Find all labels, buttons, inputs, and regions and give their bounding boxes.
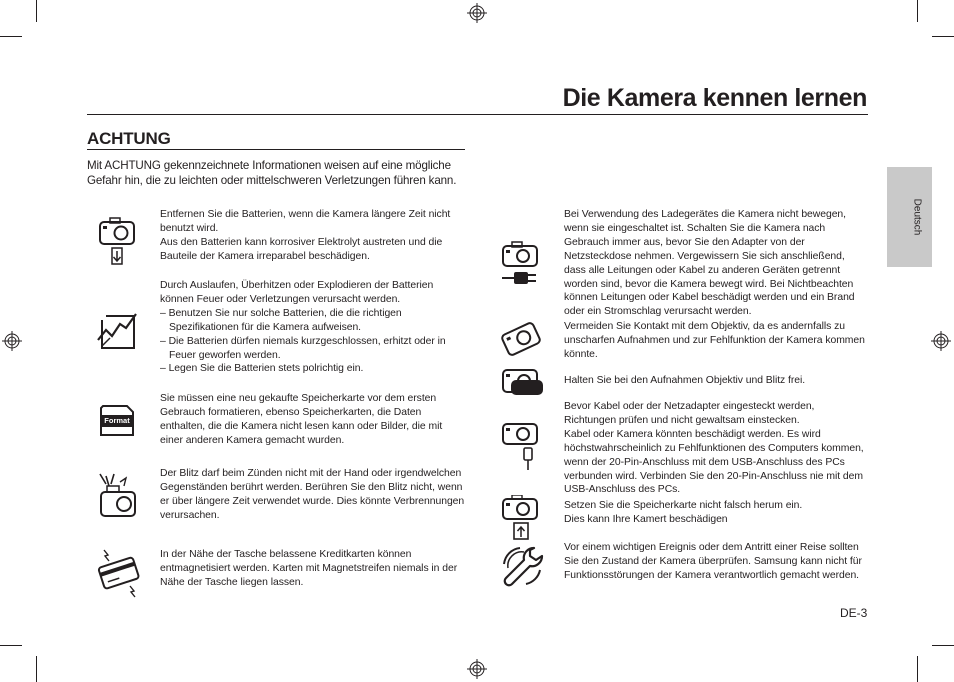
battery-explosion-icon [96,310,140,352]
intro-text: Mit ACHTUNG gekennzeichnete Informationen weisen auf eine mögliche Gefahr hin, die zu leichten oder mittelschweren Verletzungen führen kann. [87,159,457,188]
page-title: Die Kamera kennen lernen [562,84,867,112]
caution-text: Der Blitz darf beim Zünden nicht mit der Hand oder irgendwelchen Gegenständen berührt werden. Berühren Sie den Blitz nicht, wenn er über längere Zeit verwendet wurde. Dies könnte Verbrennungen verursachen. [160,468,465,521]
caution-text: Dies kann Ihre Kamert beschädigen [564,513,728,525]
caution-item [564,499,869,527]
heading-divider [87,149,465,150]
crop-mark [0,36,22,37]
title-divider [87,114,868,115]
caution-item [160,208,465,264]
caution-text: Durch Auslaufen, Überhitzen oder Explodieren der Batterien können Feuer oder Verletzungen verursacht werden. [160,280,434,305]
registration-mark-icon [2,331,22,351]
crop-mark [932,36,954,37]
caution-item [160,392,465,448]
caution-text: Sie müssen eine neu gekaufte Speicherkarte vor dem ersten Gebrauch formatieren, ebenso Speicherkarten, die Daten enthalten, die die Kamera nicht lesen kann oder Bilder, die mit einer anderen Kamera gemacht wurden. [160,393,443,446]
caution-text: Entfernen Sie die Batterien, wenn die Kamera längere Zeit nicht benutzt wird. [160,209,451,234]
lens-flash-clear-icon [500,366,544,396]
crop-mark [36,656,37,682]
language-tab-label: Deutsch [911,198,923,236]
format-card-label: Format [104,416,130,425]
caution-bullet: – Die Batterien dürfen niemals kurzgeschlossen, erhitzt oder in Feuer geworfen werden. [160,335,446,361]
crop-mark [932,645,954,646]
language-tab [887,167,932,267]
flash-hand-icon [96,472,140,520]
caution-item [564,541,869,583]
caution-item [564,374,869,388]
caution-item [160,279,465,376]
camera-cable-icon [500,420,542,472]
camera-battery-removal-icon [97,214,139,272]
caution-text: Vor einem wichtigen Ereignis oder dem Antritt einer Reise sollten Sie den Zustand der Kamera überprüfen. Samsung kann nicht für Funktionsstörungen der Kamera verantwortlich gemacht werden. [564,542,862,581]
caution-text: Bevor Kabel oder der Netzadapter eingesteckt werden, Richtungen prüfen und nicht gewaltsam einstecken. [564,401,815,426]
registration-mark-icon [467,3,487,23]
caution-bullet: – Legen Sie die Batterien stets polrichtig ein. [160,363,364,375]
caution-item [160,467,465,523]
lens-touch-icon [500,320,542,358]
crop-mark [0,645,22,646]
crop-mark [36,0,37,22]
camera-charger-plug-icon [500,240,542,290]
crop-mark [917,0,918,22]
caution-bullet: – Benutzen Sie nur solche Batterien, die die richtigen Spezifikationen für die Kamera aufweisen. [160,307,402,333]
caution-text: Aus den Batterien kann korrosiver Elektrolyt austreten und die Bauteile der Kamera irreparabel beschädigen. [160,236,443,262]
caution-text: Bei Verwendung des Ladegerätes die Kamera nicht bewegen, wenn sie eingeschaltet ist. Schalten Sie die Kamera nach Gebrauch immer aus, bevor Sie den Adapter von der Netzsteckdose nehmen. Vergewissern Sie sich anschließend, dass alle Leitungen oder Kabel zu anderen Geräten getrennt worden sind, bevor die Kamera bewegt wird. Bei Nichtbeachten können Leitungen oder Kabel beschädigt werden und ein Brand oder ein Stromschlag verursacht werden. [564,209,855,318]
registration-mark-icon [467,659,487,679]
section-heading: ACHTUNG [87,129,171,148]
caution-text: In der Nähe der Tasche belassene Kreditkarten können entmagnetisiert werden. Karten mit Magnetstreifen niemals in der Nähe der Tasche liegen lassen. [160,549,458,588]
caution-text: Setzen Sie die Speicherkarte nicht falsch herum ein. [564,500,803,511]
caution-item [160,548,465,590]
caution-item [564,320,869,362]
format-card-icon [99,404,135,437]
memory-card-insert-icon [500,495,542,541]
wrench-check-icon [500,544,544,588]
caution-item [564,400,869,497]
caution-text: Vermeiden Sie Kontakt mit dem Objektiv, da es andernfalls zu unscharfen Aufnahmen und zur Fehlfunktion der Kamera kommen könnte. [564,321,865,360]
caution-text: Kabel oder Kamera könnten beschädigt werden. Es wird höchstwahrscheinlich zu Fehlfunktionen des Computers kommen, wenn der 20-Pin-Anschluss mit dem USB-Anschluss des PCs verbunden wird. Verbinden Sie den 20-Pin-Anschluss nie mit dem USB-Anschluss des PCs. [564,428,864,496]
credit-card-magnet-icon [96,548,142,598]
registration-mark-icon [931,331,951,351]
caution-text: Halten Sie bei den Aufnahmen Objektiv und Blitz frei. [564,375,806,386]
crop-mark [917,656,918,682]
caution-item [564,208,869,319]
page-number: DE-3 [840,606,868,620]
